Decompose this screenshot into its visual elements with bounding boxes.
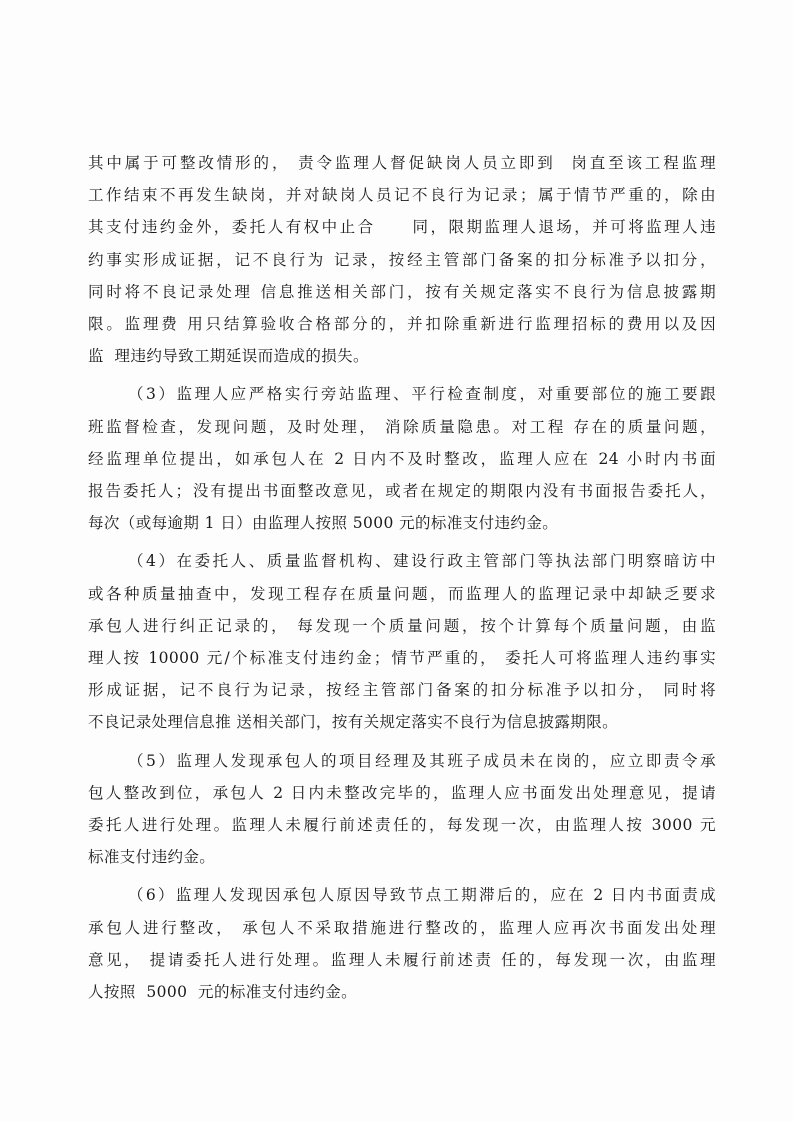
paragraph-first-line: （5）监理人发现承包人的项目经理及其班子成员未在岗的，应立即责令承 [128, 751, 716, 770]
text-line: 每次（或每逾期 1 日）由监理人按照 5000 元的标准支付违约金。 [88, 514, 559, 533]
text-line: 报告委托人；没有提出书面整改意见，或者在规定的期限内没有书面报告委托人， [88, 482, 716, 500]
text-line: 包人整改到位，承包人 2 日内未整改完毕的，监理人应书面发出处理意见，提请 [88, 783, 716, 802]
paragraph-first-line: （3）监理人应严格实行旁站监理、平行检查制度，对重要部位的施工要跟 [128, 385, 716, 404]
text-line: 承包人进行整改， 承包人不采取措施进行整改的，监理人应再次书面发出处理 [88, 918, 716, 937]
text-line: 人按照 5000 元的标准支付违约金。 [88, 983, 358, 1001]
text-line: 其中属于可整改情形的， 责令监理人督促缺岗人员立即到 岗直至该工程监理 [88, 154, 716, 172]
text-line: 形成证据，记不良行为记录，按经主管部门备案的扣分标准予以扣分， 同时将 [88, 681, 716, 700]
text-line: 经监理单位提出，如承包人在 2 日内不及时整改，监理人应在 24 小时内书面 [88, 449, 716, 468]
text-line: 理人按 10000 元/个标准支付违约金；情节严重的， 委托人可将监理人违约事实 [88, 649, 716, 667]
text-line: 班监督检查，发现问题，及时处理， 消除质量隐患。对工程 存在的质量问题， [88, 417, 716, 436]
text-line: 或各种质量抽查中，发现工程存在质量问题，而监理人的监理记录中却缺乏要求 [88, 584, 716, 603]
text-line: 约事实形成证据，记不良行为 记录，按经主管部门备案的扣分标准予以扣分， [88, 250, 716, 269]
text-line: 委托人进行处理。监理人未履行前述责任的，每发现一次，由监理人按 3000 元 [88, 816, 716, 834]
text-line: 其支付违约金外，委托人有权中止合 同，限期监理人退场，并可将监理人违 [88, 218, 716, 237]
text-line: 限。监理费 用只结算验收合格部分的，并扣除重新进行监理招标的费用以及因 [88, 315, 716, 333]
text-line: 承包人进行纠正记录的， 每发现一个质量问题，按个计算每个质量问题，由监 [88, 616, 716, 635]
text-line: 监 理违约导致工期延误而造成的损失。 [88, 347, 369, 366]
text-line: 意见， 提请委托人进行处理。监理人未履行前述责 任的，每发现一次，由监理 [88, 950, 716, 969]
text-line: 不良记录处理信息推 送相关部门，按有关规定落实不良行为信息披露期限。 [88, 713, 619, 732]
text-line: 工作结束不再发生缺岗，并对缺岗人员记不良行为记录；属于情节严重的，除由 [88, 186, 716, 205]
text-line: 同时将不良记录处理 信息推送相关部门，按有关规定落实不良行为信息披露期 [88, 282, 716, 301]
paragraph-first-line: （4）在委托人、质量监督机构、建设行政主管部门等执法部门明察暗访中 [128, 552, 716, 571]
text-line: 标准支付违约金。 [88, 848, 216, 867]
paragraph-first-line: （6）监理人发现因承包人原因导致节点工期滞后的，应在 2 日内书面责成 [128, 886, 716, 905]
